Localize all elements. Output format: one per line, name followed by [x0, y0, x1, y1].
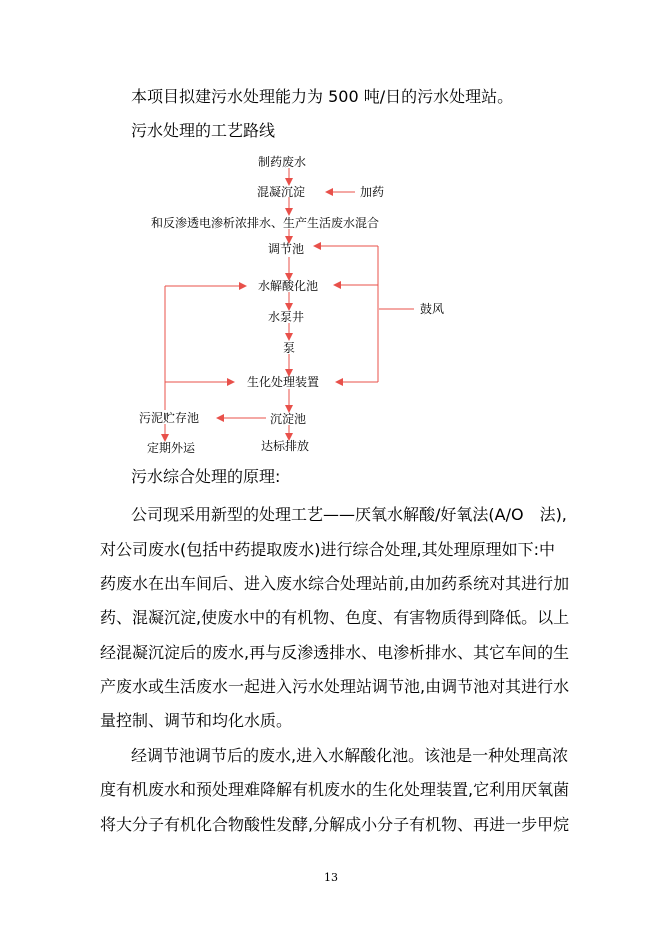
flow-node-sludge-storage: 污泥贮存池	[139, 411, 200, 425]
paragraph2-line: 经调节池调节后的废水,进入水解酸化池。该池是一种处理高浓	[131, 746, 569, 765]
paragraph1-line: 药、混凝沉淀,使废水中的有机物、色度、有害物质得到降低。以上	[100, 608, 570, 627]
flow-node-aeration: 鼓风	[420, 302, 445, 316]
flow-node-biological-unit: 生化处理装置	[247, 375, 320, 389]
paragraph1-line: 对公司废水(包括中药提取废水)进行综合处理,其处理原理如下:中	[100, 540, 555, 559]
page-number: 13	[324, 871, 338, 884]
flow-node-pharma-wastewater: 制药废水	[258, 155, 307, 169]
paragraph2-line: 将大分子有机化合物酸性发酵,分解成小分子有机物、再进一步甲烷	[100, 815, 570, 834]
flow-node-hydrolysis-tank: 水解酸化池	[258, 279, 319, 293]
paragraph1-line: 经混凝沉淀后的废水,再与反渗透排水、电渗析排水、其它车间的生	[100, 643, 570, 662]
flow-node-regulating-tank: 调节池	[268, 242, 305, 256]
flow-node-pump-well: 水泵井	[268, 310, 305, 324]
paragraph1-line: 产废水或生活废水一起进入污水处理站调节池,由调节池对其进行水	[100, 677, 570, 696]
flow-node-settling-tank: 沉淀池	[270, 412, 307, 426]
paragraph1-line: 公司现采用新型的处理工艺——厌氧水解酸/好氧法(A/O 法),	[131, 505, 567, 524]
intro-sentence: 本项目拟建污水处理能力为 500 吨/日的污水处理站。	[131, 87, 514, 106]
flow-node-sludge-removal: 定期外运	[147, 441, 196, 455]
flow-node-coagulation: 混凝沉淀	[257, 185, 306, 199]
paragraph1-line: 药废水在出车间后、进入废水综合处理站前,由加药系统对其进行加	[100, 574, 570, 593]
flow-node-mixing: 和反渗透电渗析浓排水、生产生活废水混合	[151, 216, 380, 230]
flow-node-dosing: 加药	[360, 185, 385, 199]
paragraph1-line: 量控制、调节和均化水质。	[100, 711, 293, 730]
flow-node-pump: 泵	[283, 341, 296, 355]
principle-heading: 污水综合处理的原理:	[131, 467, 281, 486]
flow-node-discharge: 达标排放	[261, 439, 310, 453]
route-heading: 污水处理的工艺路线	[131, 121, 276, 140]
paragraph2-line: 度有机废水和预处理难降解有机废水的生化处理装置,它利用厌氧菌	[100, 780, 570, 799]
